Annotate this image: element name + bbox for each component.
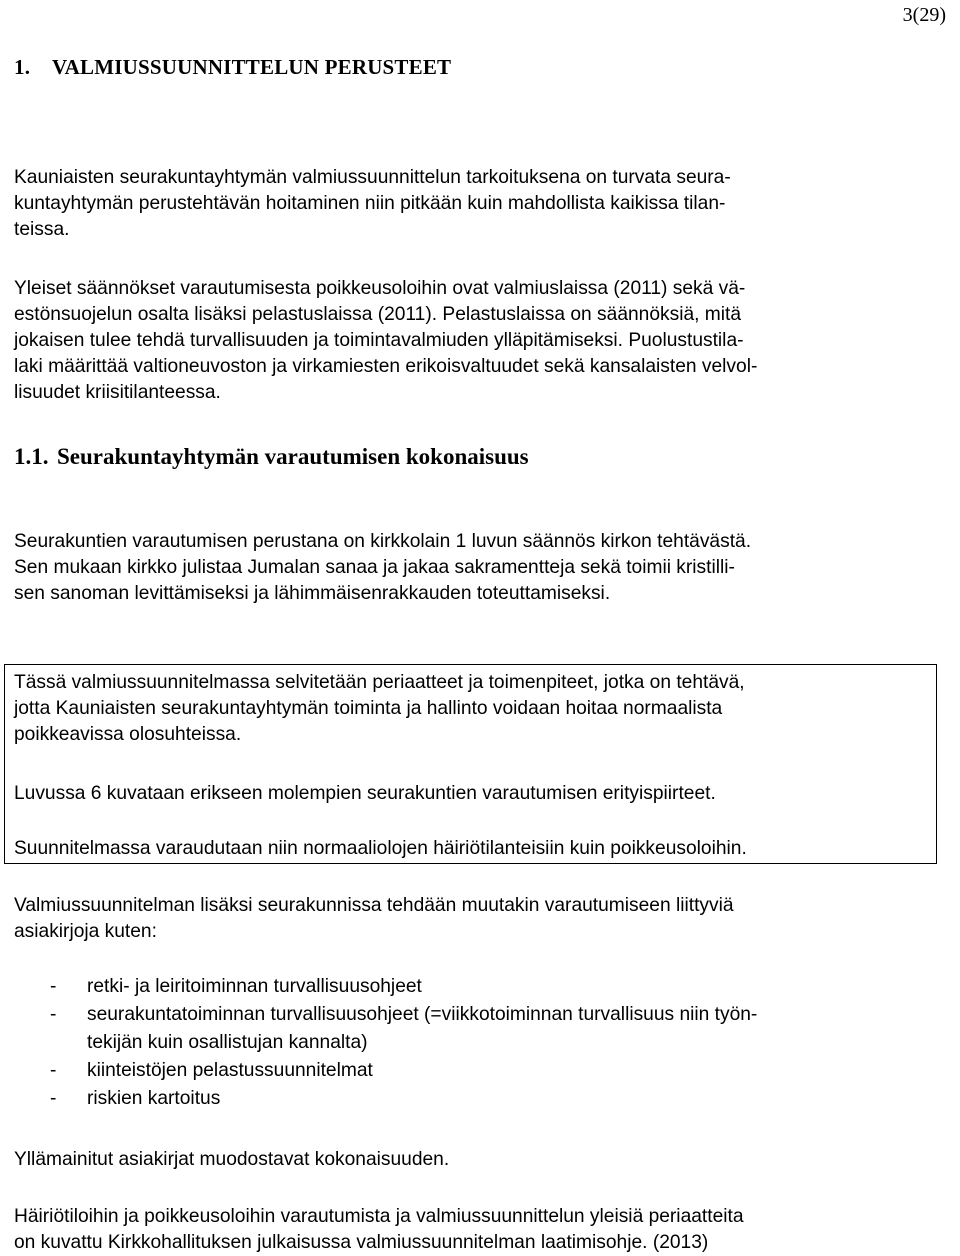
text-line: Yllämainitut asiakirjat muodostavat kokonaisuuden. — [14, 1149, 450, 1170]
list-bullet: - — [50, 1060, 57, 1081]
text-line: Tässä valmiussuunnitelmassa selvitetään periaatteet ja toimenpiteet, jotka on tehtävä, — [14, 672, 745, 693]
text-line: estönsuojelun osalta lisäksi pelastuslaissa (2011). Pelastuslaissa on säännöksiä, mitä — [14, 304, 742, 325]
box-paragraph-3 — [14, 836, 747, 862]
documents-list — [14, 973, 757, 1113]
chapter-title: VALMIUSSUUNNITTELUN PERUSTEET — [52, 55, 452, 79]
text-line: laki määrittää valtioneuvoston ja virkamiesten erikoisvaltuudet sekä kansalaisten velvol- — [14, 356, 758, 377]
text-line: Suunnitelmassa varaudutaan niin normaaliolojen häiriötilanteisiin kuin poikkeusoloihin. — [14, 838, 747, 859]
text-line: lisuudet kriisitilanteessa. — [14, 382, 221, 403]
box-paragraph-2 — [14, 781, 716, 807]
documents-intro — [14, 893, 734, 945]
text-line: on kuvattu Kirkkohallituksen julkaisussa valmiussuunnitelman laatimisohje. (2013) — [14, 1232, 709, 1253]
section-title: Seurakuntayhtymän varautumisen kokonaisuus — [57, 444, 529, 469]
text-line: Valmiussuunnitelman lisäksi seurakunnissa tehdään muutakin varautumiseen liittyviä — [14, 895, 734, 916]
legislation-paragraph — [14, 276, 757, 406]
chapter-heading — [14, 55, 451, 80]
section-number: 1.1. — [14, 444, 49, 469]
box-paragraph-1 — [14, 670, 745, 748]
text-line: Yleiset säännökset varautumisesta poikkeusoloihin ovat valmiuslaissa (2011) sekä vä- — [14, 278, 746, 299]
closing-paragraph — [14, 1204, 744, 1256]
list-item — [14, 1085, 757, 1113]
list-bullet: - — [50, 1004, 57, 1025]
list-item — [14, 1057, 757, 1085]
text-line: Sen mukaan kirkko julistaa Jumalan sanaa ja jakaa sakramentteja sekä toimii kristilli- — [14, 557, 735, 578]
list-item-text: retki- ja leiritoiminnan turvallisuusohjeet — [87, 976, 422, 997]
text-line: jokaisen tulee tehdä turvallisuuden ja toimintavalmiuden ylläpitämiseksi. Puolustustila- — [14, 330, 744, 351]
chapter-number: 1. — [14, 55, 31, 79]
basis-paragraph — [14, 529, 751, 607]
list-item-text: riskien kartoitus — [87, 1088, 221, 1109]
list-item-text: kiinteistöjen pelastussuunnitelmat — [87, 1060, 373, 1081]
list-item-text: seurakuntatoiminnan turvallisuusohjeet (=viikkotoiminnan turvallisuus niin työn- — [87, 1004, 758, 1025]
list-item — [14, 1001, 757, 1057]
list-bullet: - — [50, 976, 57, 997]
text-line: sen sanoman levittämiseksi ja lähimmäisenrakkauden toteuttamiseksi. — [14, 583, 611, 604]
text-line: Luvussa 6 kuvataan erikseen molempien seurakuntien varautumisen erityispiirteet. — [14, 783, 716, 804]
text-line: jotta Kauniaisten seurakuntayhtymän toiminta ja hallinto voidaan hoitaa normaalista — [14, 698, 723, 719]
text-line: asiakirjoja kuten: — [14, 921, 157, 942]
summary-paragraph — [14, 1147, 449, 1173]
list-item-text: tekijän kuin osallistujan kannalta) — [87, 1032, 368, 1053]
list-bullet: - — [50, 1088, 57, 1109]
text-line: Seurakuntien varautumisen perustana on kirkkolain 1 luvun säännös kirkon tehtävästä. — [14, 531, 752, 552]
text-line: Häiriötiloihin ja poikkeusoloihin varautumista ja valmiussuunnittelun yleisiä periaatteita — [14, 1206, 744, 1227]
text-line: kuntayhtymän perustehtävän hoitaminen niin pitkään kuin mahdollista kaikissa tilan- — [14, 193, 726, 214]
section-heading — [14, 444, 529, 470]
text-line: teissa. — [14, 219, 70, 240]
text-line: Kauniaisten seurakuntayhtymän valmiussuunnittelun tarkoituksena on turvata seura- — [14, 167, 731, 188]
intro-paragraph — [14, 165, 731, 243]
list-item — [14, 973, 757, 1001]
page-number: 3(29) — [902, 4, 946, 26]
text-line: poikkeavissa olosuhteissa. — [14, 724, 242, 745]
